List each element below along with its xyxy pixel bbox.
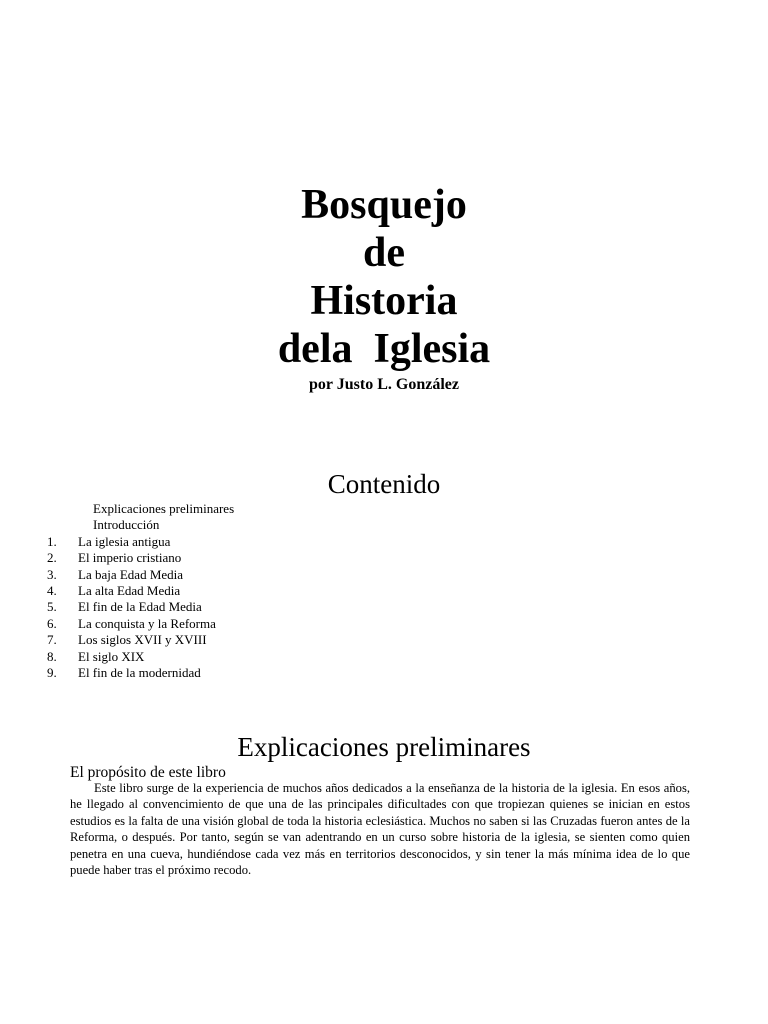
toc-item-label: La alta Edad Media xyxy=(78,582,181,598)
title-line-4: dela Iglesia xyxy=(277,326,491,372)
toc-item-number: 5. xyxy=(47,599,57,615)
author-line: por Justo L. González xyxy=(309,376,459,393)
title-line-2: de xyxy=(363,230,405,276)
toc-item-number: 8. xyxy=(47,648,57,664)
toc-item-number: 9. xyxy=(47,664,57,680)
toc-item-1[interactable] xyxy=(0,534,400,550)
toc-item-6[interactable] xyxy=(0,616,400,632)
toc-item-number: 3. xyxy=(47,566,57,582)
toc-item-4[interactable] xyxy=(0,583,400,599)
title-line-1: Bosquejo xyxy=(301,182,467,228)
toc-item-number: 2. xyxy=(47,550,57,566)
title-line-3: Historia xyxy=(310,278,458,324)
toc-item-label: El fin de la Edad Media xyxy=(78,599,202,615)
toc-item-2[interactable] xyxy=(0,550,400,566)
toc-item-introduccion[interactable] xyxy=(0,517,400,533)
section-heading: Explicaciones preliminares xyxy=(237,732,531,762)
toc-item-label: Explicaciones preliminares xyxy=(93,501,235,516)
body-paragraph: Este libro surge de la experiencia de muchos años dedicados a la enseñanza de la historia de la iglesia. En esos años, he llegado al convencimiento de que una de las principales dificultades con que tropiezan quienes se inician en estos estudios es la falta de una visión global de toda la historia eclesiástica. Muchos no saben si las Cruzadas fueron antes de la Reforma, o después. Por tanto, según se van adentrando en un curso sobre historia de la iglesia, se sienten como quien penetra en una cueva, hundiéndose cada vez más en territorios desconocidos, y sin tener la más mínima idea de lo que puede haber tras el próximo recodo. xyxy=(70,781,690,878)
toc-item-label: El fin de la modernidad xyxy=(78,664,201,680)
toc-item-5[interactable] xyxy=(0,599,400,615)
toc-item-7[interactable] xyxy=(0,632,400,648)
toc-item-label: La baja Edad Media xyxy=(78,566,184,582)
toc-item-label: La conquista y la Reforma xyxy=(78,615,216,631)
toc-item-label: La iglesia antigua xyxy=(78,533,171,549)
toc-item-number: 6. xyxy=(47,615,57,631)
title-block xyxy=(0,181,768,395)
toc-item-label: Los siglos XVII y XVIII xyxy=(78,632,207,648)
toc-item-label: El siglo XIX xyxy=(78,648,145,664)
table-of-contents xyxy=(0,501,400,681)
toc-item-8[interactable] xyxy=(0,649,400,665)
contents-heading: Contenido xyxy=(327,469,441,499)
toc-item-3[interactable] xyxy=(0,567,400,583)
toc-item-number: 1. xyxy=(47,533,57,549)
toc-item-9[interactable] xyxy=(0,665,400,681)
toc-item-explicaciones[interactable] xyxy=(0,501,400,517)
subsection-heading: El propósito de este libro xyxy=(70,764,226,781)
toc-item-label: Introducción xyxy=(93,517,160,533)
toc-item-number: 7. xyxy=(47,632,57,648)
toc-item-label: El imperio cristiano xyxy=(78,550,182,566)
toc-item-number: 4. xyxy=(47,582,57,598)
